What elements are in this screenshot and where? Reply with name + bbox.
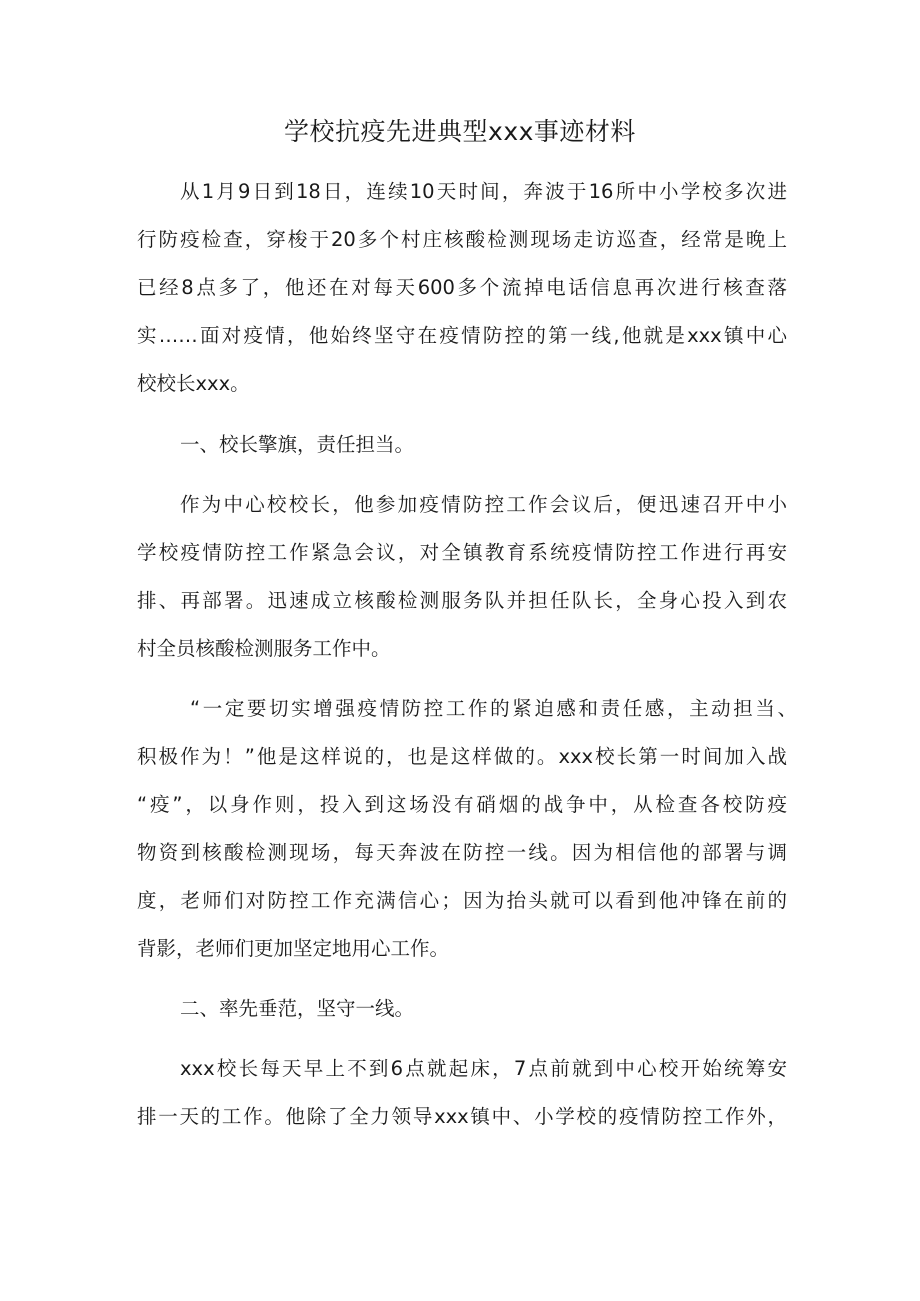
paragraph-1-line-2: 行防疫检查，穿梭于20多个村庄核酸检测现场走访巡查，经常是晚上 [137, 228, 787, 251]
paragraph-3-line-5: 度，老师们对防控工作充满信心；因为抬头就可以看到他冲锋在前的 [137, 889, 787, 912]
paragraph-2-line-3: 排、再部署。迅速成立核酸检测服务队并担任队长，全身心投入到农 [137, 589, 787, 612]
section-heading-2: 二、率先垂范，坚守一线。 [180, 997, 415, 1020]
section-heading-1: 一、校长擎旗，责任担当。 [180, 433, 415, 456]
paragraph-3-line-6: 背影，老师们更加坚定地用心工作。 [137, 937, 450, 960]
paragraph-2-line-2: 学校疫情防控工作紧急会议，对全镇教育系统疫情防控工作进行再安 [137, 541, 787, 564]
paragraph-3-line-4: 物资到核酸检测现场，每天奔波在防控一线。因为相信他的部署与调 [137, 841, 787, 864]
paragraph-3-line-3: “疫”，以身作则，投入到这场没有硝烟的战争中，从检查各校防疫 [137, 793, 787, 816]
paragraph-1-line-1: 从1月9日到18日，连续10天时间，奔波于16所中小学校多次进 [180, 180, 787, 203]
document-title: 学校抗疫先进典型xxx事迹材料 [284, 117, 636, 146]
paragraph-1-line-3: 已经8点多了，他还在对每天600多个流掉电话信息再次进行核查落 [137, 276, 787, 299]
paragraph-1-line-5: 校校长xxx。 [137, 372, 250, 395]
paragraph-2-line-1: 作为中心校校长，他参加疫情防控工作会议后，便迅速召开中小 [180, 493, 787, 516]
paragraph-1-line-4: 实……面对疫情，他始终坚守在疫情防控的第一线,他就是xxx镇中心 [137, 324, 787, 347]
paragraph-4-line-2: 排一天的工作。他除了全力领导xxx镇中、小学校的疫情防控工作外， [137, 1105, 787, 1128]
paragraph-2-line-4: 村全员核酸检测服务工作中。 [137, 637, 391, 660]
paragraph-4-line-1: xxx校长每天早上不到6点就起床，7点前就到中心校开始统筹安 [180, 1057, 787, 1080]
paragraph-3-line-1: “一定要切实增强疫情防控工作的紧迫感和责任感，主动担当、 [190, 697, 797, 720]
paragraph-3-line-2: 积极作为！”他是这样说的，也是这样做的。xxx校长第一时间加入战 [137, 745, 787, 768]
